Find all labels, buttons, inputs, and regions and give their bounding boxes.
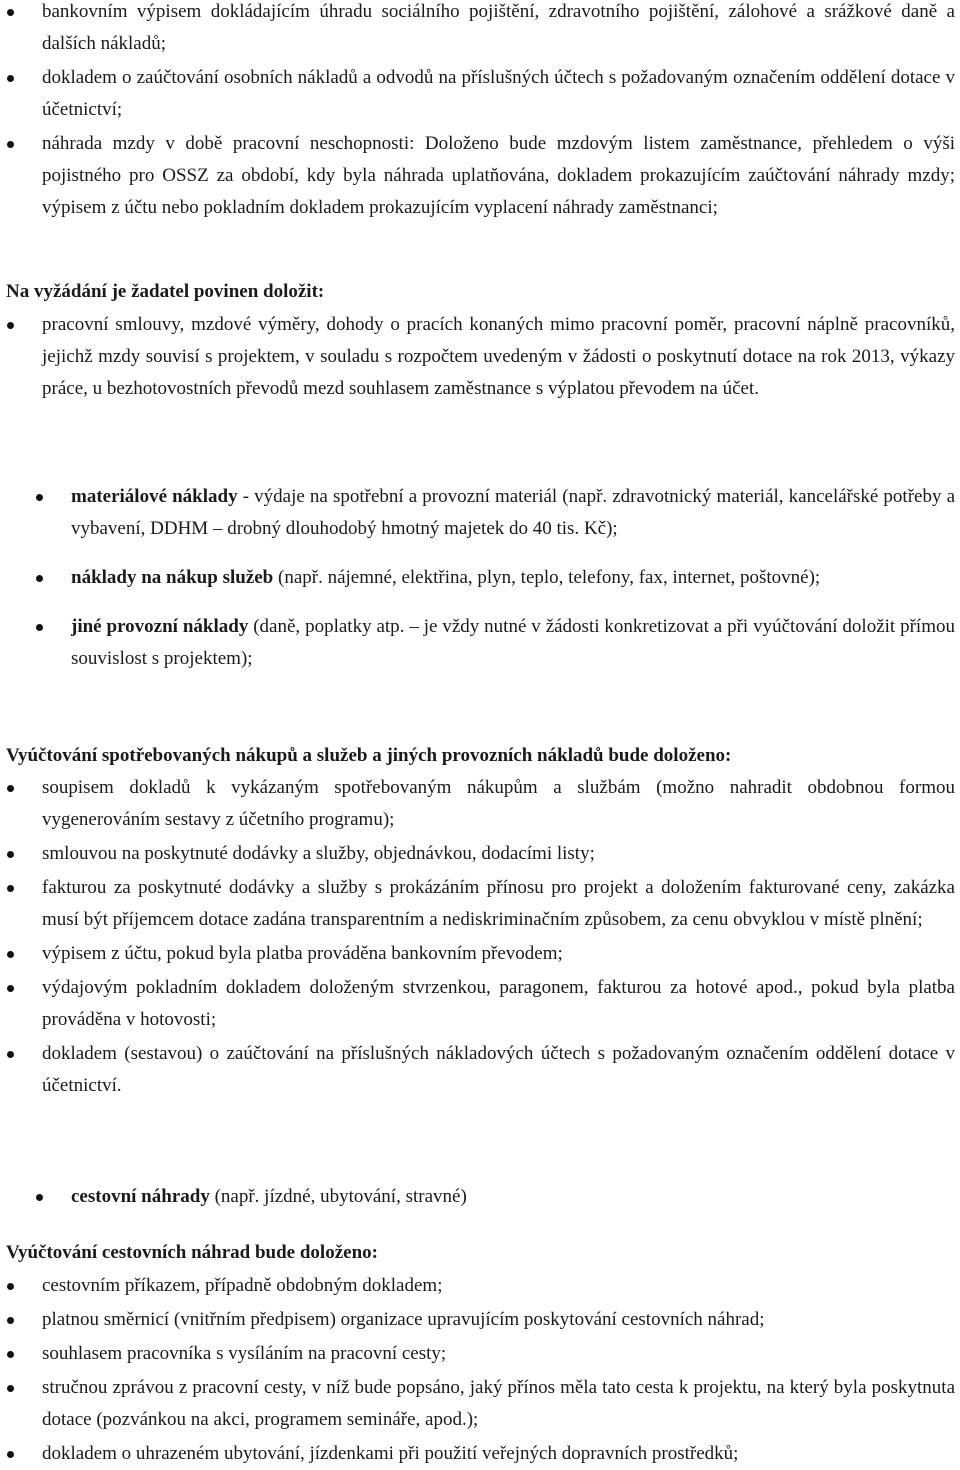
bullet-icon (7, 885, 14, 892)
bullet-icon (36, 624, 43, 631)
bullet-icon (7, 1317, 14, 1324)
bullet-icon (7, 9, 14, 16)
section-4-list (0, 1270, 960, 1470)
list-item: náklady na nákup služeb (např. nájemné, elektřina, plyn, teplo, telefony, fax, internet, poštovné); (0, 562, 955, 594)
bullet-icon (7, 985, 14, 992)
bullet-icon (7, 75, 14, 82)
bullet-icon (36, 575, 43, 582)
bullet-icon (7, 1051, 14, 1058)
bullet-icon (36, 494, 43, 501)
section-heading: Vyúčtování spotřebovaných nákupů a služeb a jiných provozních nákladů bude doloženo: (6, 745, 732, 766)
bullet-icon (7, 1385, 14, 1392)
list-item: dokladem o zaúčtování osobních nákladů a odvodů na příslušných účtech s požadovaným označením oddělení dotace v účetnictví; (0, 62, 955, 126)
bullet-icon (7, 322, 14, 329)
travel-category-list (0, 1181, 960, 1213)
list-item: souhlasem pracovníka s vysíláním na pracovní cesty; (0, 1338, 955, 1370)
section-1-list (0, 0, 960, 224)
section-heading: Vyúčtování cestovních náhrad bude doloženo: (6, 1242, 378, 1263)
bullet-icon (7, 1351, 14, 1358)
list-item: dokladem (sestavou) o zaúčtování na příslušných nákladových účtech s požadovaným označením oddělení dotace v účetnictví. (0, 1038, 955, 1102)
section-2-list (0, 309, 960, 405)
bullet-icon (36, 1194, 43, 1201)
list-item: soupisem dokladů k vykázaným spotřebovaným nákupům a službám (možno nahradit obdobnou formou vygenerováním sestavy z účetního programu); (0, 772, 955, 836)
list-item: fakturou za poskytnuté dodávky a služby s prokázáním přínosu pro projekt a doložením fakturované ceny, zakázka musí být příjemcem dotace zadána transparentním a nediskriminačním způsobem, za cenu obvyklou v místě plnění; (0, 872, 955, 936)
bullet-icon (7, 951, 14, 958)
list-item: bankovním výpisem dokládajícím úhradu sociálního pojištění, zdravotního pojištění, zálohové a srážkové daně a dalších nákladů; (0, 0, 955, 60)
list-item: výdajovým pokladním dokladem doloženým stvrzenkou, paragonem, fakturou za hotové apod., pokud byla platba prováděna v hotovosti; (0, 972, 955, 1036)
section-3-list (0, 772, 960, 1102)
list-item: cestovní náhrady (např. jízdné, ubytování, stravné) (0, 1181, 955, 1213)
list-item: materiálové náklady - výdaje na spotřební a provozní materiál (např. zdravotnický materiál, kancelářské potřeby a vybavení, DDHM – drobný dlouhodobý hmotný majetek do 40 tis. Kč); (0, 481, 955, 545)
list-item: platnou směrnicí (vnitřním předpisem) organizace upravujícím poskytování cestovních náhrad; (0, 1304, 955, 1336)
bullet-icon (7, 785, 14, 792)
bullet-icon (7, 1451, 14, 1458)
cost-category-list (0, 481, 960, 675)
list-item: cestovním příkazem, případně obdobným dokladem; (0, 1270, 955, 1302)
list-item: pracovní smlouvy, mzdové výměry, dohody o pracích konaných mimo pracovní poměr, pracovní náplně pracovníků, jejichž mzdy souvisí s projektem, v souladu s rozpočtem uvedeným v žádosti o poskytnutí dotace na rok 2013, výkazy práce, u bezhotovostních převodů mezd souhlasem zaměstnance s výplatou převodem na účet. (0, 309, 955, 405)
bullet-icon (7, 141, 14, 148)
list-item: jiné provozní náklady (daně, poplatky atp. – je vždy nutné v žádosti konkretizovat a při vyúčtování doložit přímou souvislost s projektem); (0, 611, 955, 675)
section-heading: Na vyžádání je žadatel povinen doložit: (6, 281, 325, 302)
list-item: dokladem o uhrazeném ubytování, jízdenkami při použití veřejných dopravních prostředků; (0, 1438, 955, 1470)
bullet-icon (7, 851, 14, 858)
bullet-icon (7, 1283, 14, 1290)
list-item: náhrada mzdy v době pracovní neschopnosti: Doloženo bude mzdovým listem zaměstnance, přehledem o výši pojistného pro OSSZ za období, kdy byla náhrada uplatňována, dokladem prokazujícím zaúčtování náhrady mzdy; výpisem z účtu nebo pokladním dokladem prokazujícím vyplacení náhrady zaměstnanci; (0, 128, 955, 224)
list-item: stručnou zprávou z pracovní cesty, v níž bude popsáno, jaký přínos měla tato cesta k projektu, na který byla poskytnuta dotace (pozvánkou na akci, programem semináře, apod.); (0, 1372, 955, 1436)
list-item: výpisem z účtu, pokud byla platba prováděna bankovním převodem; (0, 938, 955, 970)
list-item: smlouvou na poskytnuté dodávky a služby, objednávkou, dodacími listy; (0, 838, 955, 870)
